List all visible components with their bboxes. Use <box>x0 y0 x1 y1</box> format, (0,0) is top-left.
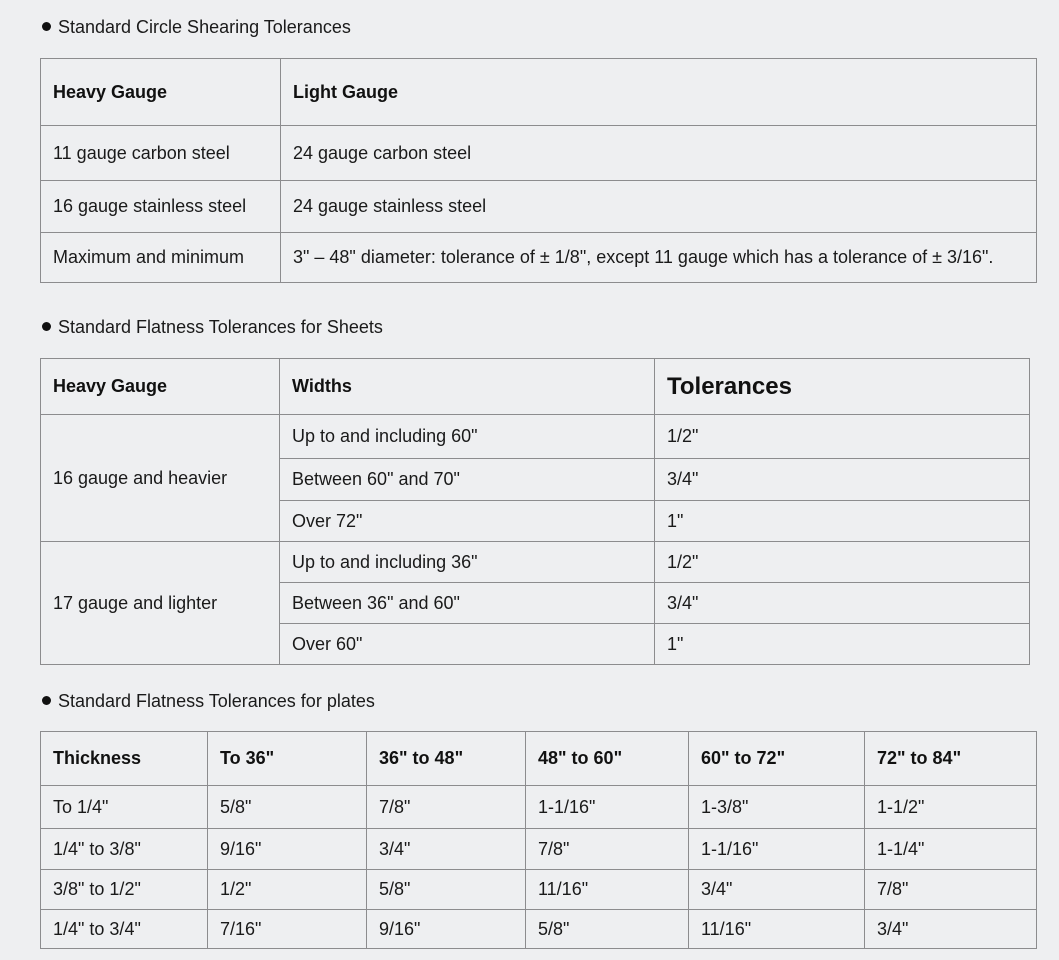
table-header-row <box>41 59 1037 126</box>
table-cell: Over 72" <box>280 501 655 542</box>
table-cell: 1/2" <box>208 870 367 910</box>
table-cell: 11 gauge carbon steel <box>41 126 281 181</box>
table-cell: 1/4" to 3/4" <box>41 910 208 949</box>
table-row <box>41 870 1037 910</box>
table-cell: 5/8" <box>526 910 689 949</box>
table-cell: 3/8" to 1/2" <box>41 870 208 910</box>
table-cell: 5/8" <box>208 786 367 829</box>
plate-flatness-table <box>40 731 1037 949</box>
table-cell: 1/4" to 3/8" <box>41 829 208 870</box>
table-cell: 3/4" <box>655 583 1030 624</box>
bullet-icon <box>42 696 51 705</box>
header-cell: Thickness <box>41 732 208 786</box>
table-cell: 24 gauge stainless steel <box>281 181 1037 233</box>
table-cell: 1" <box>655 624 1030 665</box>
table-cell: 1" <box>655 501 1030 542</box>
table-cell: 11/16" <box>689 910 865 949</box>
bullet-icon <box>42 322 51 331</box>
section-title: Standard Flatness Tolerances for plates <box>58 691 375 711</box>
table-cell: 3/4" <box>655 459 1030 501</box>
table-row <box>41 181 1037 233</box>
table-cell: 5/8" <box>367 870 526 910</box>
header-cell: 72" to 84" <box>865 732 1037 786</box>
table-cell: 7/8" <box>367 786 526 829</box>
sheet-flatness-table <box>40 358 1030 665</box>
table-cell: 1-1/16" <box>689 829 865 870</box>
gauge-cell: 17 gauge and lighter <box>41 542 280 665</box>
table-row <box>41 233 1037 283</box>
table-cell: 24 gauge carbon steel <box>281 126 1037 181</box>
bullet-icon <box>42 22 51 31</box>
table-cell: 1-1/4" <box>865 829 1037 870</box>
table-cell: 16 gauge stainless steel <box>41 181 281 233</box>
section-heading-circle-shearing <box>42 17 351 38</box>
table-row <box>41 415 1030 459</box>
header-cell: Light Gauge <box>281 59 1037 126</box>
table-cell: Up to and including 36" <box>280 542 655 583</box>
table-cell: Between 36" and 60" <box>280 583 655 624</box>
table-cell: 1-1/16" <box>526 786 689 829</box>
table-cell: Between 60" and 70" <box>280 459 655 501</box>
table-row <box>41 829 1037 870</box>
section-heading-plate-flatness <box>42 691 375 712</box>
table-cell: To 1/4" <box>41 786 208 829</box>
header-cell: 48" to 60" <box>526 732 689 786</box>
section-title: Standard Flatness Tolerances for Sheets <box>58 317 383 337</box>
header-cell: Widths <box>280 359 655 415</box>
table-header-row <box>41 732 1037 786</box>
header-cell: 60" to 72" <box>689 732 865 786</box>
section-heading-sheet-flatness <box>42 317 383 338</box>
table-row <box>41 542 1030 583</box>
table-cell: 3" – 48" diameter: tolerance of ± 1/8", except 11 gauge which has a tolerance of ± 3/16". <box>281 233 1037 283</box>
header-cell: 36" to 48" <box>367 732 526 786</box>
gauge-cell: 16 gauge and heavier <box>41 415 280 542</box>
table-cell: Up to and including 60" <box>280 415 655 459</box>
table-cell: 7/8" <box>865 870 1037 910</box>
table-cell: 9/16" <box>367 910 526 949</box>
table-cell: 1-3/8" <box>689 786 865 829</box>
table-cell: 7/16" <box>208 910 367 949</box>
header-cell: To 36" <box>208 732 367 786</box>
table-row <box>41 126 1037 181</box>
table-cell: 3/4" <box>367 829 526 870</box>
table-cell: 1-1/2" <box>865 786 1037 829</box>
table-cell: 3/4" <box>865 910 1037 949</box>
table-cell: 1/2" <box>655 415 1030 459</box>
circle-shearing-table <box>40 58 1037 283</box>
table-row <box>41 910 1037 949</box>
table-header-row <box>41 359 1030 415</box>
table-cell: 11/16" <box>526 870 689 910</box>
table-row <box>41 786 1037 829</box>
table-cell: 9/16" <box>208 829 367 870</box>
table-cell: 1/2" <box>655 542 1030 583</box>
table-cell: 3/4" <box>689 870 865 910</box>
header-cell: Tolerances <box>655 359 1030 415</box>
table-cell: Maximum and minimum <box>41 233 281 283</box>
table-cell: Over 60" <box>280 624 655 665</box>
header-cell: Heavy Gauge <box>41 359 280 415</box>
table-cell: 7/8" <box>526 829 689 870</box>
section-title: Standard Circle Shearing Tolerances <box>58 17 351 37</box>
header-cell: Heavy Gauge <box>41 59 281 126</box>
